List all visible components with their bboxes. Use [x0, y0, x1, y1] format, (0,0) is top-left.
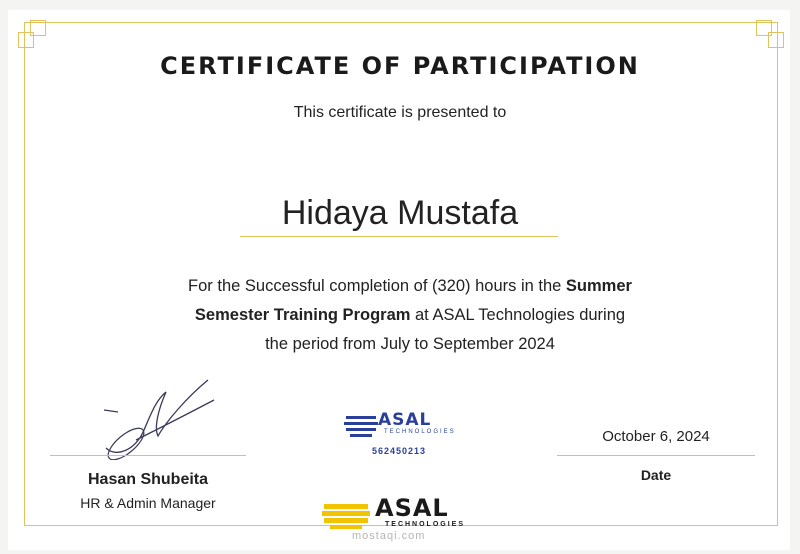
corner-ornament [30, 20, 46, 36]
body-bold-program: Semester Training Program [194, 306, 411, 324]
company-name-small: ASAL [378, 410, 432, 430]
body-line3-text: the period from July to September 2024 [265, 335, 555, 353]
body-bold-summer: Summer [565, 277, 632, 295]
watermark: mostaqi.com [352, 530, 426, 542]
body-line1-text: For the Successful completion of (320) hours in the [188, 277, 566, 295]
date-line [557, 455, 755, 456]
signature-line [50, 455, 246, 456]
signer-name: Hasan Shubeita [87, 471, 209, 488]
company-subtitle-large: TECHNOLOGIES [385, 521, 466, 528]
date-label: Date [640, 467, 672, 483]
certificate-title: CERTIFICATE OF PARTICIPATION [160, 52, 640, 80]
name-underline [240, 236, 558, 237]
date-value: October 6, 2024 [602, 428, 710, 445]
recipient-name: Hidaya Mustafa [281, 194, 519, 232]
presented-to-text: This certificate is presented to [293, 104, 507, 121]
signer-title: HR & Admin Manager [80, 495, 216, 511]
registration-number: 562450213 [372, 446, 427, 456]
corner-ornament [756, 20, 772, 36]
certificate-body [130, 272, 690, 359]
company-name-large: ASAL [375, 494, 449, 522]
company-subtitle-small: TECHNOLOGIES [384, 429, 456, 435]
signature-image [96, 370, 226, 460]
body-line2-text: at ASAL Technologies during [410, 306, 626, 324]
